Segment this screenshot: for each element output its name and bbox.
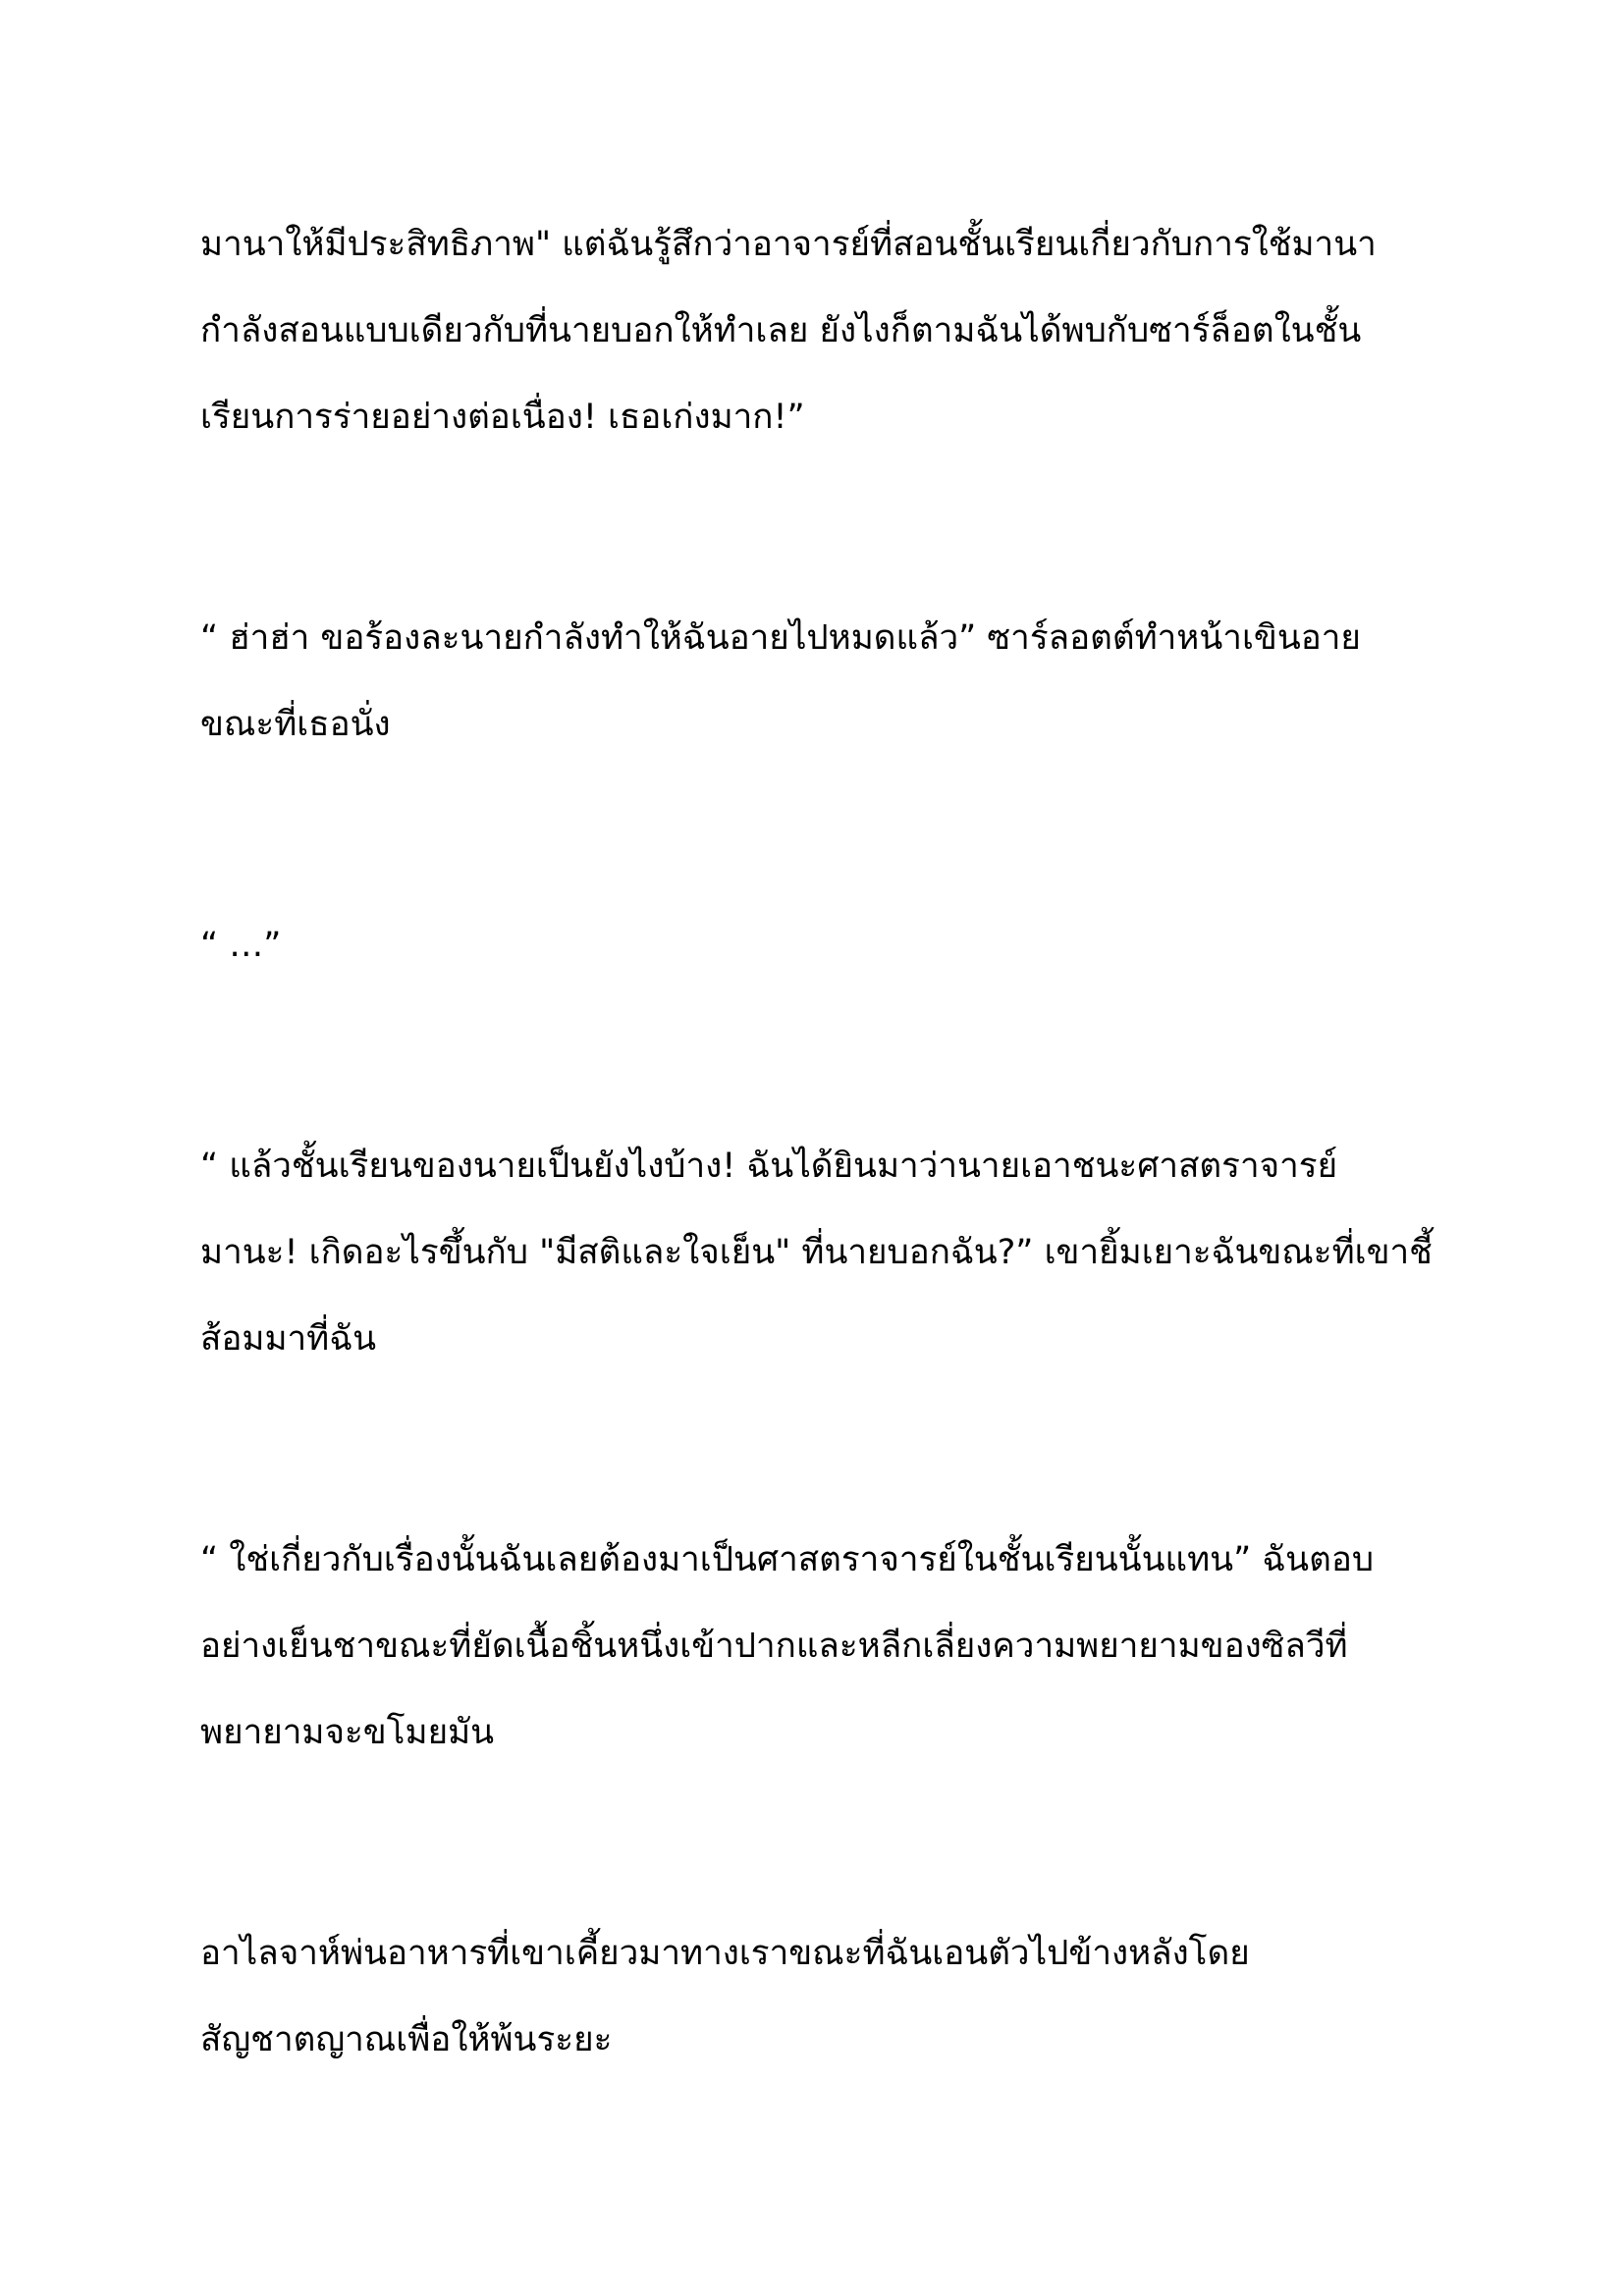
text-line: อาไลจาห์พ่นอาหารที่เขาเคี้ยวมาทางเราขณะที่ฉันเอนตัวไปข้างหลังโดย [200, 1934, 1250, 1973]
paragraph-5 [200, 1517, 1477, 1776]
text-line: เรียนการร่ายอย่างต่อเนื่อง! เธอเก่งมาก!” [200, 398, 805, 437]
text-line: พยายามจะขโมยมัน [200, 1713, 495, 1752]
paragraph-3 [200, 902, 1477, 988]
text-line: ส้อมมาที่ฉัน [200, 1319, 377, 1359]
paragraph-2 [200, 595, 1477, 768]
text-line: กำลังสอนแบบเดียวกับที่นายบอกให้ทำเลย ยังไงก็ตามฉันได้พบกับซาร์ล็อตในชั้น [200, 311, 1362, 350]
text-line: “ ใช่เกี่ยวกับเรื่องนั้นฉันเลยต้องมาเป็นศาสตราจารย์ในชั้นเรียนนั้นแทน” ฉันตอบ [200, 1540, 1375, 1579]
text-line: สัญชาตญาณเพื่อให้พ้นระยะ [200, 2020, 613, 2059]
paragraph-6 [200, 1910, 1477, 2083]
text-line: “ แล้วชั้นเรียนของนายเป็นยังไงบ้าง! ฉันได้ยินมาว่านายเอาชนะศาสตราจารย์ [200, 1147, 1338, 1186]
text-line: มานะ! เกิดอะไรขึ้นกับ "มีสติและใจเย็น" ที่นายบอกฉัน?” เขายิ้มเยาะฉันขณะที่เขาชี้ [200, 1233, 1433, 1272]
document-body [200, 201, 1477, 2083]
text-line: “ …” [200, 926, 282, 965]
text-line: อย่างเย็นชาขณะที่ยัดเนื้อชิ้นหนึ่งเข้าปากและหลีกเลี่ยงความพยายามของซิลวีที่ [200, 1627, 1348, 1666]
paragraph-1 [200, 201, 1477, 460]
paragraph-4 [200, 1123, 1477, 1382]
text-line: “ ฮ่าฮ่า ขอร้องละนายกำลังทำให้ฉันอายไปหมดแล้ว” ซาร์ลอตต์ทำหน้าเขินอาย [200, 618, 1361, 658]
text-line: มานาให้มีประสิทธิภาพ" แต่ฉันรู้สึกว่าอาจารย์ที่สอนชั้นเรียนเกี่ยวกับการใช้มานา [200, 225, 1377, 264]
text-line: ขณะที่เธอนั่ง [200, 705, 391, 744]
